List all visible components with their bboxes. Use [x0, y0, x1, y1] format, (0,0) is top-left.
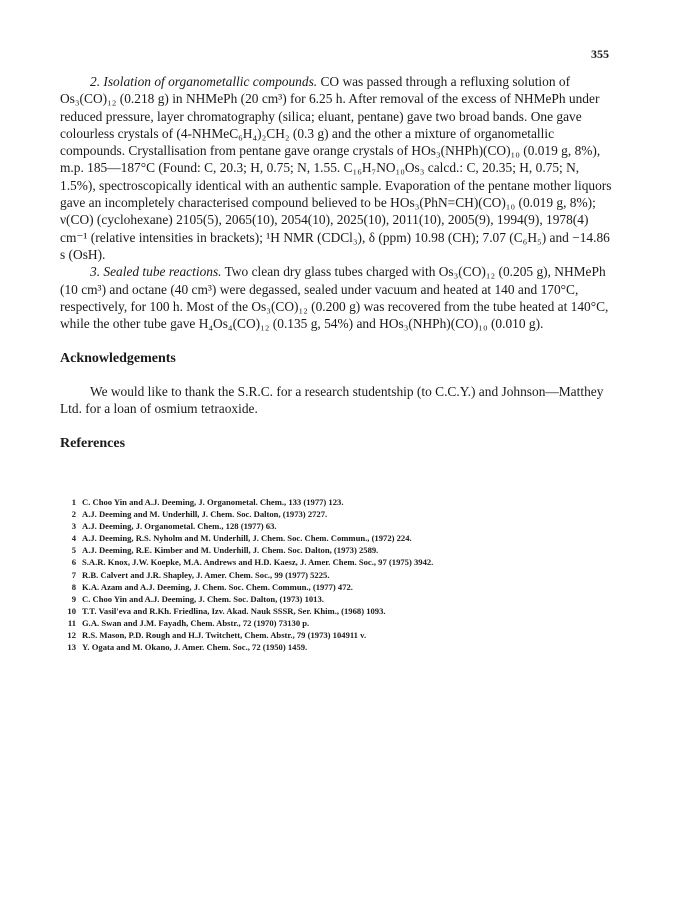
reference-item — [60, 629, 620, 641]
section-3-paragraph — [60, 263, 612, 332]
section-2-heading: 2. Isolation of organometallic compounds. — [90, 74, 318, 89]
reference-item — [60, 496, 620, 508]
reference-number: 8 — [71, 581, 76, 592]
reference-item — [60, 569, 620, 581]
reference-item — [60, 532, 620, 544]
reference-text: A.J. Deeming and M. Underhill, J. Chem. Soc. Dalton, (1973) 2727. — [82, 509, 328, 520]
section-2-text: CO was passed through a refluxing solution of Os₃(CO)₁₂ (0.218 g) in NHMePh (20 cm³) for 6.25 h. After removal of the excess of NHMePh under reduced pressure, layer chromatography (silica; eluant, pentane) gave two broad bands. One gave colourless crystals of (4-NHMeC₆H₄)₂CH₂ (0.3 g) and the other a mixture of organometallic compounds. Crystallisation from pentane gave orange crystals of HOs₃(NHPh)(CO)₁₀ (0.019 g, 8%), m.p. 185—187°C (Found: C, 20.3; H, 0.75; N, 1.55. C₁₆H₇NO₁₀Os₃ calcd.: C, 20.35; H, 0.75; N, 1.5%), spectroscopically identical with an authentic sample. Evaporation of the pentane mother liquors gave an incompletely characterised compound believed to be HOs₃(PhN=CH)(CO)₁₀ (0.019 g, 8%); ν(CO) (cyclohexane) 2105(5), 2065(10), 2054(10), 2025(10), 2011(10), 2005(9), 1994(9), 1978(4) cm⁻¹ (relative intensities in brackets); ¹H NMR (CDCl₃), δ (ppm) 10.98 (CH); 7.07 (C₆H₅) and −14.86 s (OsH). — [60, 74, 612, 262]
reference-text: S.A.R. Knox, J.W. Koepke, M.A. Andrews and H.D. Kaesz, J. Amer. Chem. Soc., 97 (1975) 3942. — [82, 557, 434, 568]
reference-text: A.J. Deeming, R.E. Kimber and M. Underhill, J. Chem. Soc. Dalton, (1973) 2589. — [82, 545, 379, 556]
page-number: 355 — [591, 47, 609, 61]
acknowledgements-heading: Acknowledgements — [60, 351, 176, 367]
reference-number: 6 — [71, 557, 76, 568]
section-3-heading: 3. Sealed tube reactions. — [90, 264, 222, 280]
reference-number: 12 — [67, 630, 76, 641]
reference-number: 11 — [67, 617, 76, 628]
reference-text: R.B. Calvert and J.R. Shapley, J. Amer. Chem. Soc., 99 (1977) 5225. — [82, 569, 330, 580]
reference-list — [60, 496, 620, 653]
reference-text: R.S. Mason, P.D. Rough and H.J. Twitchett, Chem. Abstr., 79 (1973) 104911 v. — [82, 630, 367, 641]
reference-text: T.T. Vasil'eva and R.Kh. Friedlina, Izv. Akad. Nauk SSSR, Ser. Khim., (1968) 1093. — [82, 605, 386, 616]
reference-text: K.A. Azam and A.J. Deeming, J. Chem. Soc. Chem. Commun., (1977) 472. — [82, 581, 353, 592]
reference-number: 1 — [71, 497, 76, 507]
reference-item — [60, 508, 620, 520]
reference-text: A.J. Deeming, R.S. Nyholm and M. Underhill, J. Chem. Soc. Chem. Commun., (1972) 224. — [82, 533, 412, 544]
reference-number: 9 — [71, 593, 76, 604]
reference-item — [60, 544, 620, 556]
reference-number: 13 — [67, 642, 76, 653]
reference-number: 10 — [67, 605, 76, 616]
reference-text: C. Choo Yin and A.J. Deeming, J. Organometal. Chem., 133 (1977) 123. — [82, 497, 344, 507]
reference-number: 4 — [71, 533, 76, 544]
reference-item — [60, 641, 620, 653]
reference-number: 5 — [71, 545, 76, 556]
reference-item — [60, 617, 620, 629]
reference-item — [60, 520, 620, 532]
section-3-text: Two clean dry glass tubes charged with Os₃(CO)₁₂ (0.205 g), NHMePh (10 cm³) and octane (40 cm³) were degassed, sealed under vacuum and heated at 140 and 170°C, respectively, for 100 h. Most of the Os₃(CO)₁₂ (0.200 g) was recovered from the tube heated at 140°C, while the other tube gave H₄Os₄(CO)₁₂ (0.135 g, 54%) and HOs₃(NHPh)(CO)₁₀ (0.010 g). — [60, 264, 609, 332]
reference-number: 2 — [71, 509, 76, 520]
acknowledgements-text: We would like to thank the S.R.C. for a research studentship (to C.C.Y.) and Johnson—Matthey Ltd. for a loan of osmium tetraoxide. — [60, 383, 604, 417]
body-text — [60, 73, 612, 453]
reference-item — [60, 556, 620, 568]
reference-number: 7 — [71, 569, 76, 580]
reference-item — [60, 605, 620, 617]
reference-text: A.J. Deeming, J. Organometal. Chem., 128 (1977) 63. — [82, 521, 277, 532]
reference-item — [60, 581, 620, 593]
reference-number: 3 — [71, 521, 76, 532]
references-heading: References — [60, 436, 126, 452]
reference-text: G.A. Swan and J.M. Fayadh, Chem. Abstr., 72 (1970) 73130 p. — [82, 617, 310, 628]
reference-item — [60, 593, 620, 605]
section-2-paragraph — [60, 73, 612, 263]
reference-text: Y. Ogata and M. Okano, J. Amer. Chem. Soc., 72 (1950) 1459. — [82, 642, 308, 653]
reference-text: C. Choo Yin and A.J. Deeming, J. Chem. Soc. Dalton, (1973) 1013. — [82, 593, 324, 604]
